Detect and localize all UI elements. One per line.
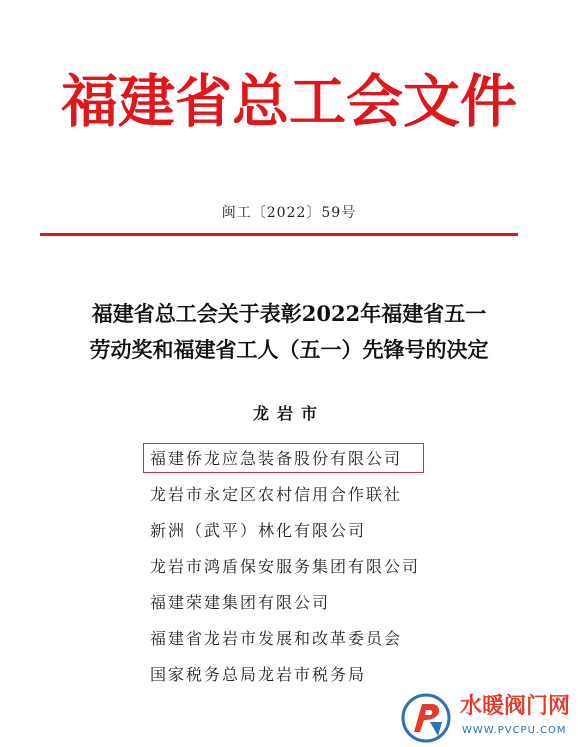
document-number: 闽工〔2022〕59号 [221,205,357,221]
pv-logo-icon [400,692,452,744]
organization-item: 龙岩市永定区农村信用合作联社 [150,485,403,504]
organization-item: 龙岩市鸿盾保安服务集团有限公司 [150,557,421,576]
organization-item: 国家税务总局龙岩市税务局 [150,665,367,684]
red-divider-line [40,233,518,236]
region-heading: 龙岩市 [252,404,325,423]
organization-item: 福建荣建集团有限公司 [150,593,331,612]
document-title-line-2: 劳动奖和福建省工人（五一）先锋号的决定 [89,337,489,362]
organization-item: 福建侨龙应急装备股份有限公司 [150,449,403,468]
watermark-name: 水暖阀门网 [460,694,571,719]
organization-list [150,447,420,699]
masthead-title: 福建省总工会文件 [61,69,517,135]
organization-item: 福建省龙岩市发展和改革委员会 [150,629,403,648]
organization-item: 新洲（武平）林化有限公司 [150,521,367,540]
watermark [398,690,578,747]
document-title [0,296,578,368]
document-title-line-1: 福建省总工会关于表彰2022年福建省五一 [91,301,487,326]
highlight-box [143,443,424,473]
watermark-url: WWW.PVCPU.COM [462,725,567,736]
